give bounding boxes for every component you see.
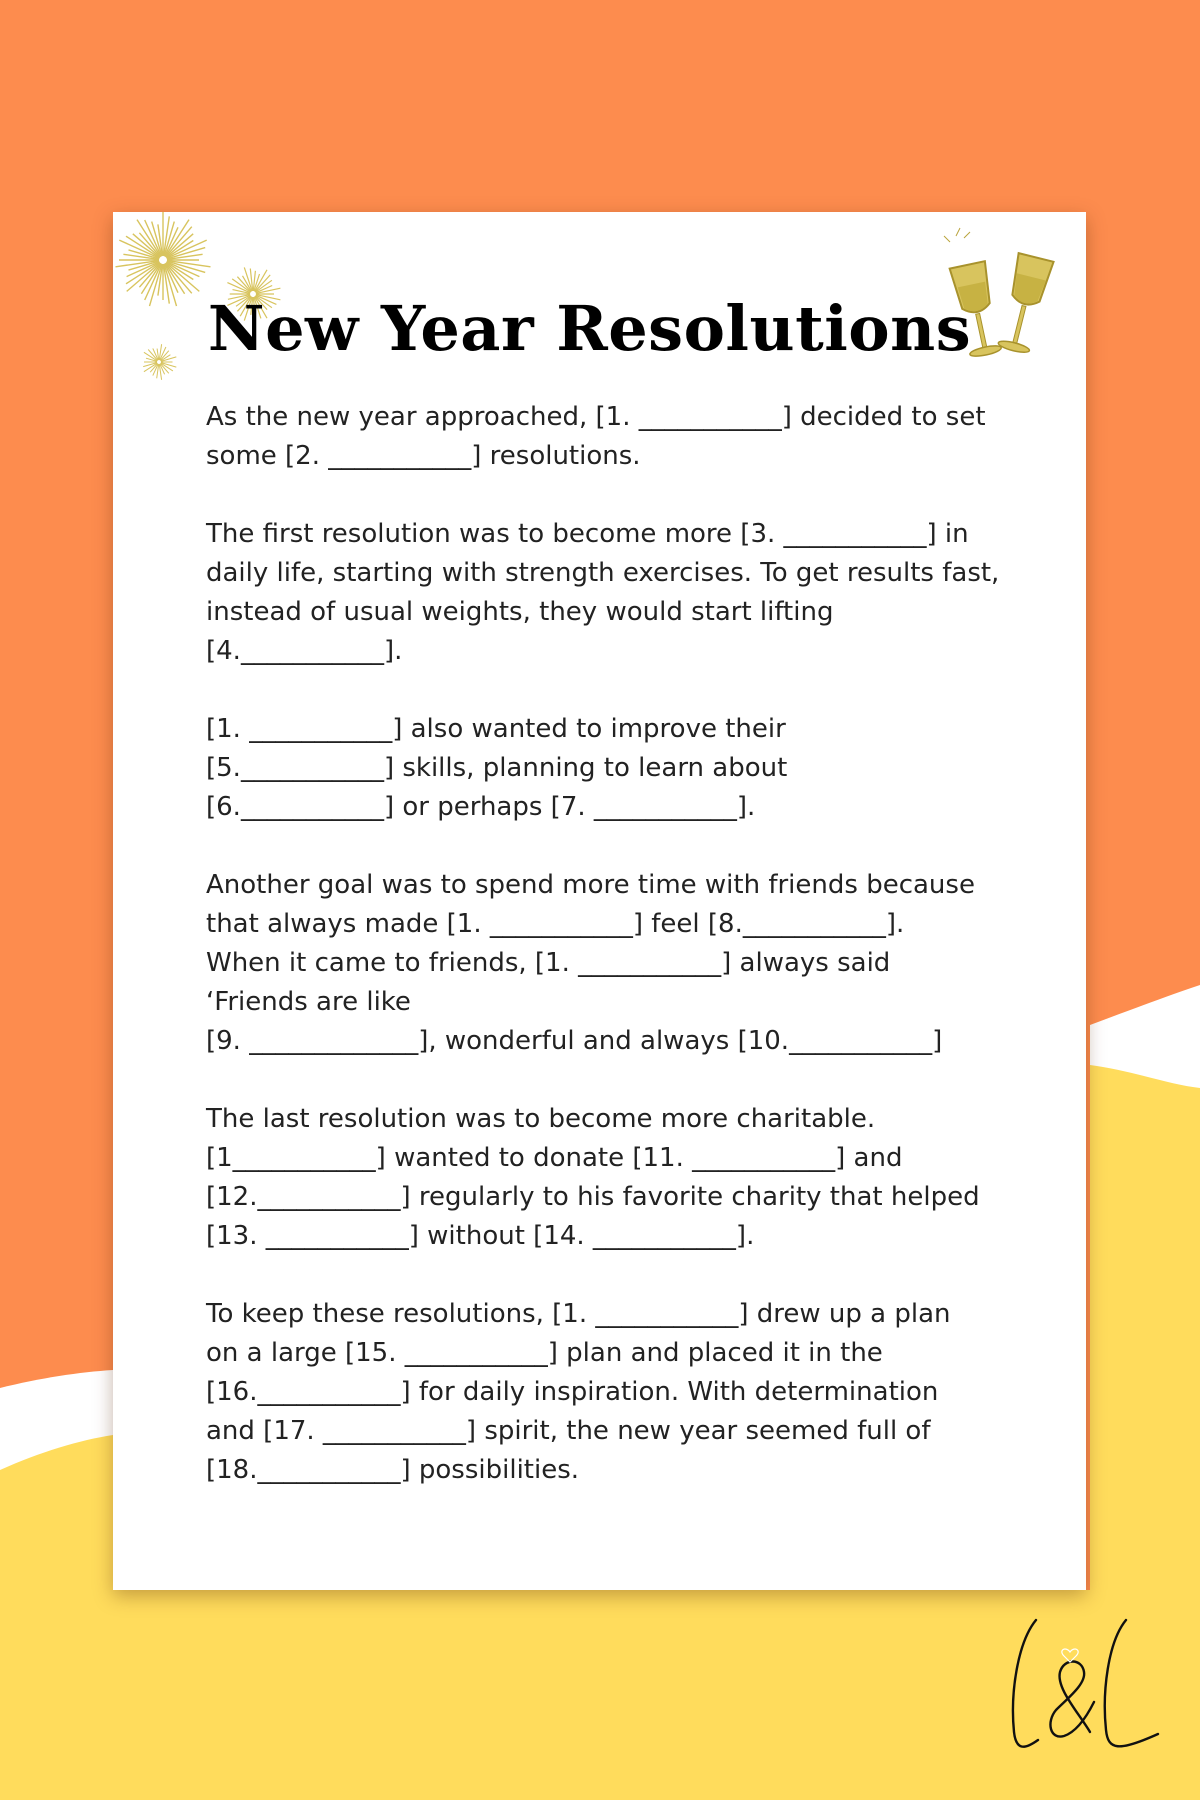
worksheet-page [113, 212, 1086, 1590]
story-paragraph: Another goal was to spend more time with friends because that always made [1. ___________] feel [8.___________]. When it came to friends, [1. ___________] always said ‘Friends are like [9. _____________], wonderful and always [10.___________] [206, 870, 975, 1056]
story-paragraph: [1. ___________] also wanted to improve their [5.___________] skills, planning to learn about [6.___________] or perhaps [7. ___________]. [206, 714, 788, 822]
brand-logo [998, 1612, 1178, 1762]
story-paragraph: To keep these resolutions, [1. ___________] drew up a plan on a large [15. ___________] plan and placed it in the [16.___________] for daily inspiration. With determination and [17. ___________] spirit, the new year seemed full of [18.___________] possibilities. [206, 1299, 951, 1485]
story-paragraph: As the new year approached, [1. ___________] decided to set some [2. ___________] resolutions. [206, 402, 986, 471]
story-paragraph: The last resolution was to become more charitable. [1___________] wanted to donate [11. ___________] and [12.___________] regularly to his favorite charity that helped [13. ___________] without [14. ___________]. [206, 1104, 980, 1251]
story-text [206, 398, 1036, 1529]
story-paragraph: The first resolution was to become more [3. ___________] in daily life, starting with strength exercises. To get results fast, instead of usual weights, they would start lifting [4.___________]. [206, 519, 1000, 666]
page-title: New Year Resolutions [207, 292, 972, 365]
